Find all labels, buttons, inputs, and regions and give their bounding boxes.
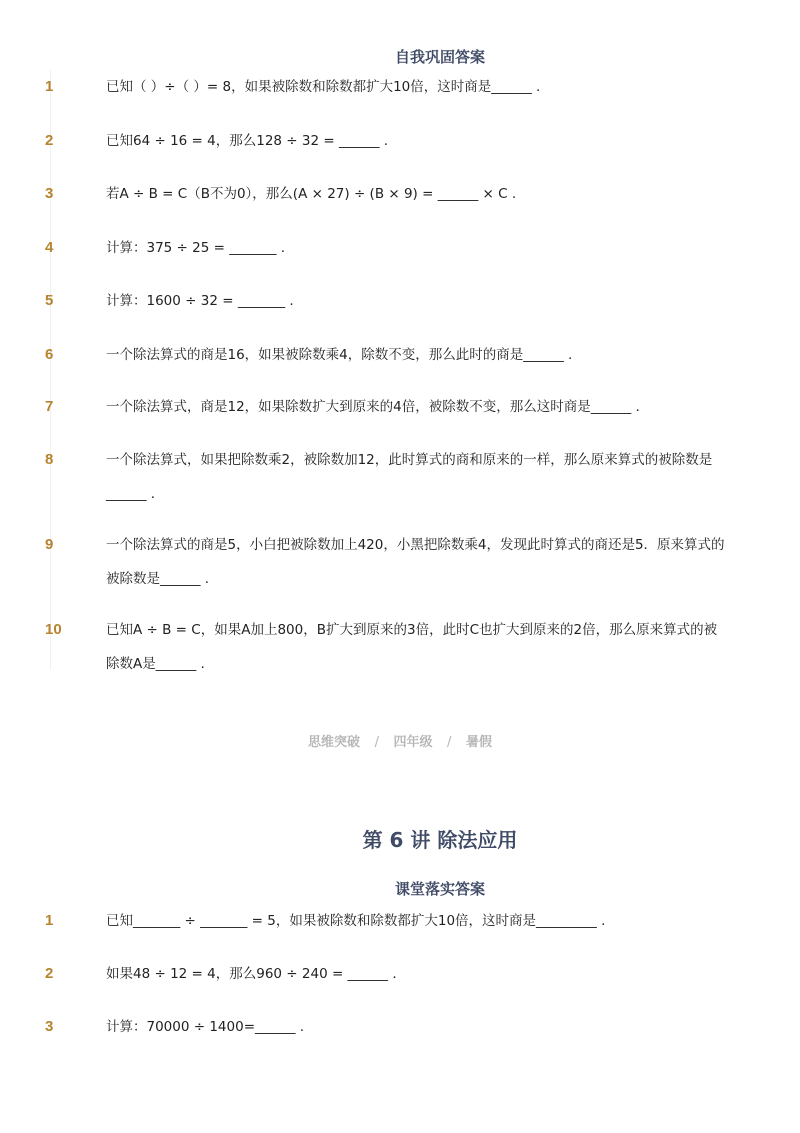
footer-grade: 四年级: [393, 735, 433, 750]
question-number: 1: [45, 912, 54, 929]
question-number: 8: [45, 451, 54, 468]
question-text: 若A ÷ B = C（B不为0），那么(A × 27) ÷ (B × 9) = ______ × C .: [106, 186, 517, 202]
question-number: 3: [45, 185, 54, 202]
question-text: 已知A ÷ B = C，如果A加上800，B扩大到原来的3倍，此时C也扩大到原来的2倍，那么原来算式的被除数A是______ .: [106, 622, 718, 672]
question-number: 5: [45, 292, 54, 309]
question-number: 2: [45, 965, 54, 982]
question-text: 一个除法算式的商是16，如果被除数乘4，除数不变，那么此时的商是______ .: [106, 347, 573, 363]
question-number: 10: [45, 621, 62, 638]
lecture-title: 第 6 讲 除法应用: [362, 828, 518, 852]
section-title-class-practice: 课堂落实答案: [394, 880, 485, 898]
footer-term: 暑假: [465, 735, 492, 750]
question-text: 计算：1600 ÷ 32 = _______ .: [106, 293, 294, 309]
question-number: 2: [45, 132, 54, 149]
footer-separator: /: [447, 735, 452, 750]
page-footer: [0, 731, 800, 750]
question-number: 9: [45, 536, 54, 553]
question-text: 一个除法算式的商是5，小白把被除数加上420，小黑把除数乘4，发现此时算式的商还是5．原来算式的被除数是______ .: [106, 537, 725, 587]
margin-rule-top: [50, 70, 51, 670]
question-number: 6: [45, 346, 54, 363]
footer-series: 思维突破: [308, 735, 361, 750]
question-text: 计算：375 ÷ 25 = _______ .: [106, 240, 286, 256]
question-text: 一个除法算式，商是12，如果除数扩大到原来的4倍，被除数不变，那么这时商是______ .: [106, 399, 640, 415]
question-number: 3: [45, 1018, 54, 1035]
question-text: 已知64 ÷ 16 = 4，那么128 ÷ 32 = ______ .: [106, 133, 389, 149]
question-text: 计算：70000 ÷ 1400=______ .: [106, 1019, 305, 1035]
question-number: 1: [45, 78, 54, 95]
question-number: 4: [45, 239, 54, 256]
section-title-self-review: 自我巩固答案: [394, 48, 485, 66]
question-text: 已知（ ）÷（ ）= 8，如果被除数和除数都扩大10倍，这时商是______ .: [106, 79, 541, 95]
question-number: 7: [45, 398, 54, 415]
question-text: 如果48 ÷ 12 = 4，那么960 ÷ 240 = ______ .: [106, 966, 397, 982]
footer-separator: /: [374, 735, 379, 750]
question-text: 已知_______ ÷ _______ = 5，如果被除数和除数都扩大10倍，这时商是_________ .: [106, 913, 606, 929]
question-text: 一个除法算式，如果把除数乘2，被除数加12，此时算式的商和原来的一样，那么原来算式的被除数是______ .: [106, 452, 713, 502]
